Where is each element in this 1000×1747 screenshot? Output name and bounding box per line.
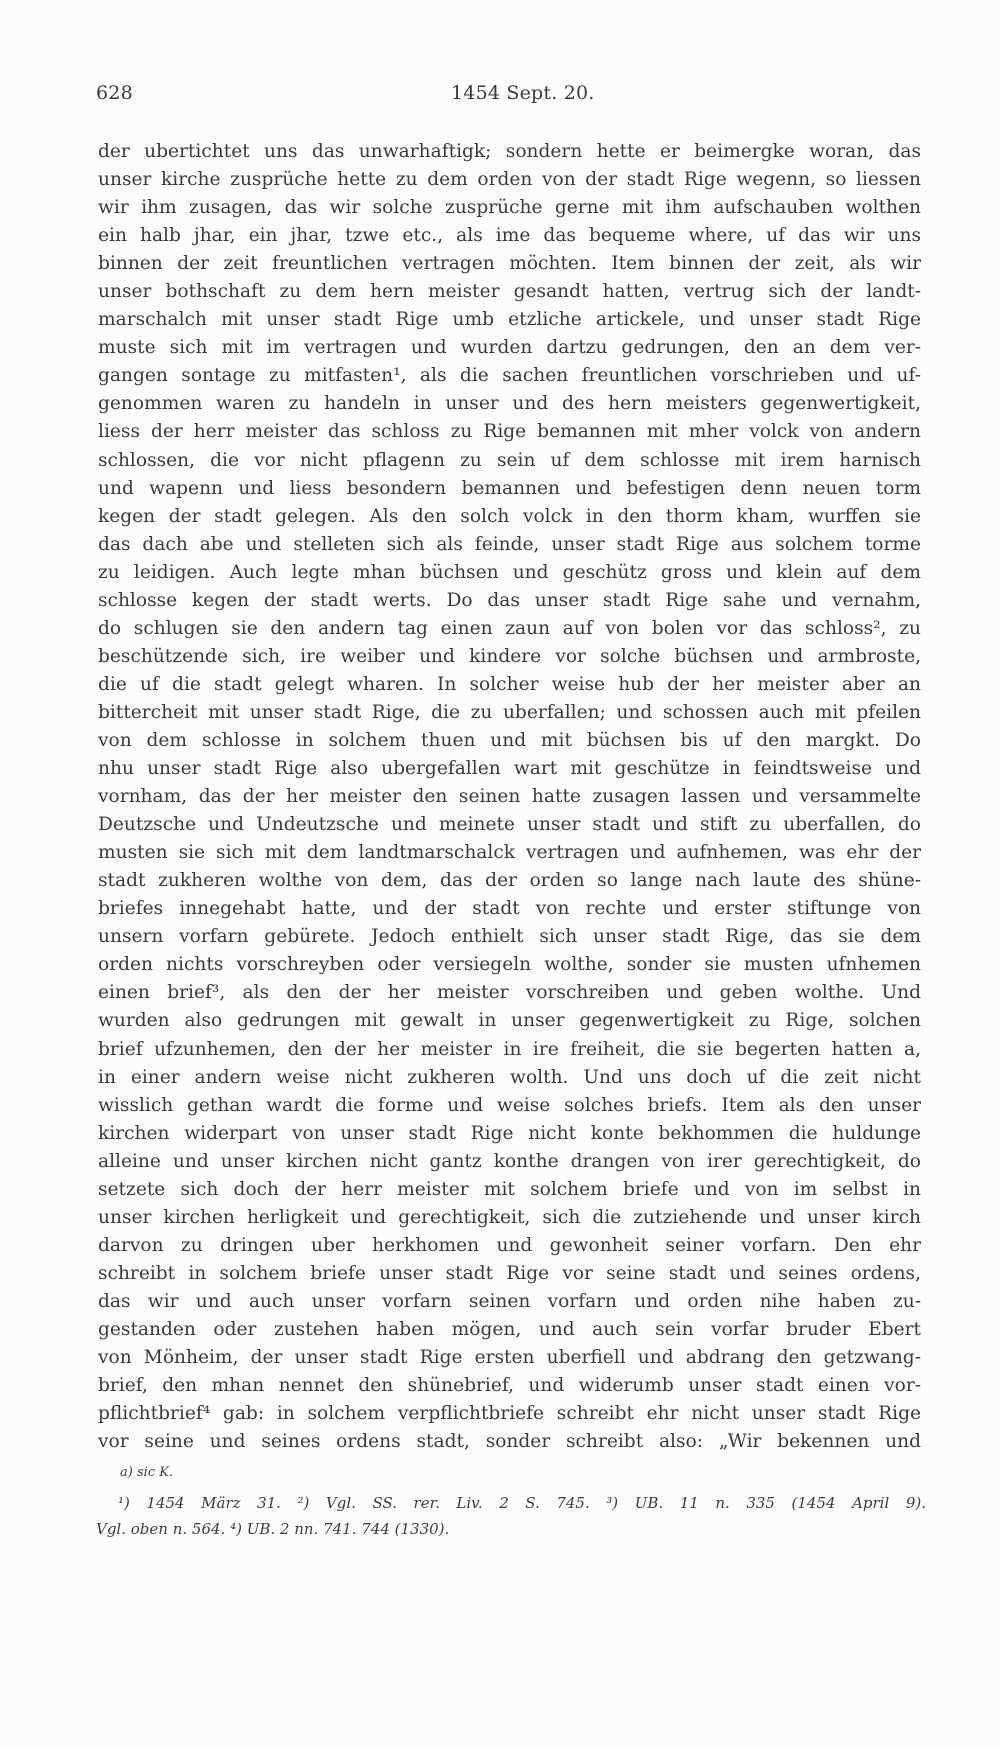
text-line: und wapenn und liess besondern bemannen und befestigen denn neuen torm [98,477,921,499]
text-line: do schlugen sie den andern tag einen zaun auf von bolen vor das schloss², zu [98,617,921,639]
page-number: 628 [96,82,133,104]
text-line: marschalch mit unser stadt Rige umb etzliche artickele, und unser stadt Rige [98,309,921,331]
text-line: ein halb jhar, ein jhar, tzwe etc., als ime das bequeme where, uf das wir uns [98,225,921,247]
text-line: die uf die stadt gelegt wharen. In solcher weise hub der her meister aber an [98,673,921,695]
text-line: stadt zukheren wolthe von dem, das der orden so lange nach laute des shüne- [98,870,921,892]
text-line: brief ufzunhemen, den der her meister in ire freiheit, die sie begerten hatten a, [98,1038,921,1060]
footnote-line: Vgl. oben n. 564. ⁴) UB. 2 nn. 741. 744 (1330). [96,1520,450,1538]
text-line: unser bothschaft zu dem hern meister gesandt hatten, vertrug sich der landt- [98,281,921,303]
text-line: das wir und auch unser vorfarn seinen vorfarn und orden nihe haben zu- [98,1290,921,1312]
text-line: beschützende sich, ire weiber und kindere vor solche büchsen und armbroste, [98,645,921,667]
footnote-line: ¹) 1454 März 31. ²) Vgl. SS. rer. Liv. 2 S. 745. ³) UB. 11 n. 335 (1454 April 9). [118,1494,926,1512]
text-line: wisslich gethan wardt die forme und weise solches briefs. Item als den unser [98,1094,921,1116]
text-line: brief, den mhan nennet den shünebrief, und widerumb unser stadt einen vor- [98,1375,921,1397]
text-line: unser kirche zusprüche hette zu dem orden von der stadt Rige wegenn, so liessen [98,169,921,191]
text-line: briefes innegehabt hatte, und der stadt von rechte und erster stiftunge von [98,898,921,920]
text-line: unser kirchen herligkeit und gerechtigkeit, sich die zutziehende und unser kirch [98,1206,921,1228]
text-line: schreibt in solchem briefe unser stadt Rige vor seine stadt und seines ordens, [98,1262,921,1284]
text-line: wurden also gedrungen mit gewalt in unser gegenwertigkeit zu Rige, solchen [98,1010,921,1032]
text-line: unsern vorfarn gebürete. Jedoch enthielt sich unser stadt Rige, das sie dem [98,926,921,948]
text-line: nhu unser stadt Rige also ubergefallen wart mit geschütze in feindtsweise und [98,758,921,780]
text-line: gestanden oder zustehen haben mögen, und auch sein vorfar bruder Ebert [98,1318,921,1340]
text-line: bittercheit mit unser stadt Rige, die zu uberfallen; und schossen auch mit pfeilen [98,701,921,723]
text-line: gangen sontage zu mitfasten¹, als die sachen freuntlichen vorschrieben und uf- [98,365,921,387]
text-line: muste sich mit im vertragen und wurden dartzu gedrungen, den an dem ver- [98,337,921,359]
footnote-a: a) sic K. [120,1465,174,1480]
text-line: setzete sich doch der herr meister mit solchem briefe und von im selbst in [98,1178,921,1200]
main-text [98,138,921,1456]
text-line: binnen der zeit freuntlichen vertragen möchten. Item binnen der zeit, als wir [98,253,921,275]
text-line: Deutzsche und Undeutzsche und meinete unser stadt und stift zu uberfallen, do [98,814,921,836]
text-line: liess der herr meister das schloss zu Rige bemannen mit mher volck von andern [98,421,921,443]
text-line: das dach abe und stelleten sich als feinde, unser stadt Rige aus solchem torme [98,533,921,555]
text-line: einen brief³, als den der her meister vorschreiben und geben wolthe. Und [98,982,921,1004]
text-line: kegen der stadt gelegen. Als den solch volck in den thorm kham, wurffen sie [98,505,921,527]
text-line: genommen waren zu handeln in unser und des hern meisters gegenwertigkeit, [98,393,921,415]
text-line: zu leidigen. Auch legte mhan büchsen und geschütz gross und klein auf dem [98,561,921,583]
text-line: der ubertichtet uns das unwarhaftigk; sondern hette er beimergke woran, das [98,141,921,162]
text-line: musten sie sich mit dem landtmarschalck vertragen und aufnhemen, was ehr der [98,842,921,864]
text-line: kirchen widerpart von unser stadt Rige nicht konte bekhommen die huldunge [98,1122,921,1144]
text-line: pflichtbrief⁴ gab: in solchem verpflichtbriefe schreibt ehr nicht unser stadt Rige [98,1403,921,1425]
text-line: wir ihm zusagen, das wir solche zusprüche gerne mit ihm aufschauben wolthen [98,197,921,219]
text-line: in einer andern weise nicht zukheren wolth. Und uns doch uf die zeit nicht [98,1066,921,1088]
footnotes [96,1456,926,1542]
text-line: schlossen, die vor nicht pflagenn zu sein uf dem schlosse mit irem harnisch [98,449,921,471]
text-line: von Mönheim, der unser stadt Rige ersten uberfiell und abdrang den getzwang- [98,1347,921,1369]
text-line: darvon zu dringen uber herkhomen und gewonheit seiner vorfarn. Den ehr [98,1234,921,1256]
text-line: orden nichts vorschreyben oder versiegeln wolthe, sonder sie musten ufnhemen [98,954,921,976]
text-line: von dem schlosse in solchem thuen und mit büchsen bis uf den margkt. Do [98,729,921,751]
running-head-date: 1454 Sept. 20. [451,82,595,104]
text-line: alleine und unser kirchen nicht gantz konthe drangen von irer gerechtigkeit, do [98,1150,921,1172]
text-line: vornham, das der her meister den seinen hatte zusagen lassen und versammelte [98,786,921,808]
page-header [96,82,920,110]
text-line: vor seine und seines ordens stadt, sonder schreibt also: „Wir bekennen und [98,1431,921,1453]
text-line: schlosse kegen der stadt werts. Do das unser stadt Rige sahe und vernahm, [98,589,921,611]
